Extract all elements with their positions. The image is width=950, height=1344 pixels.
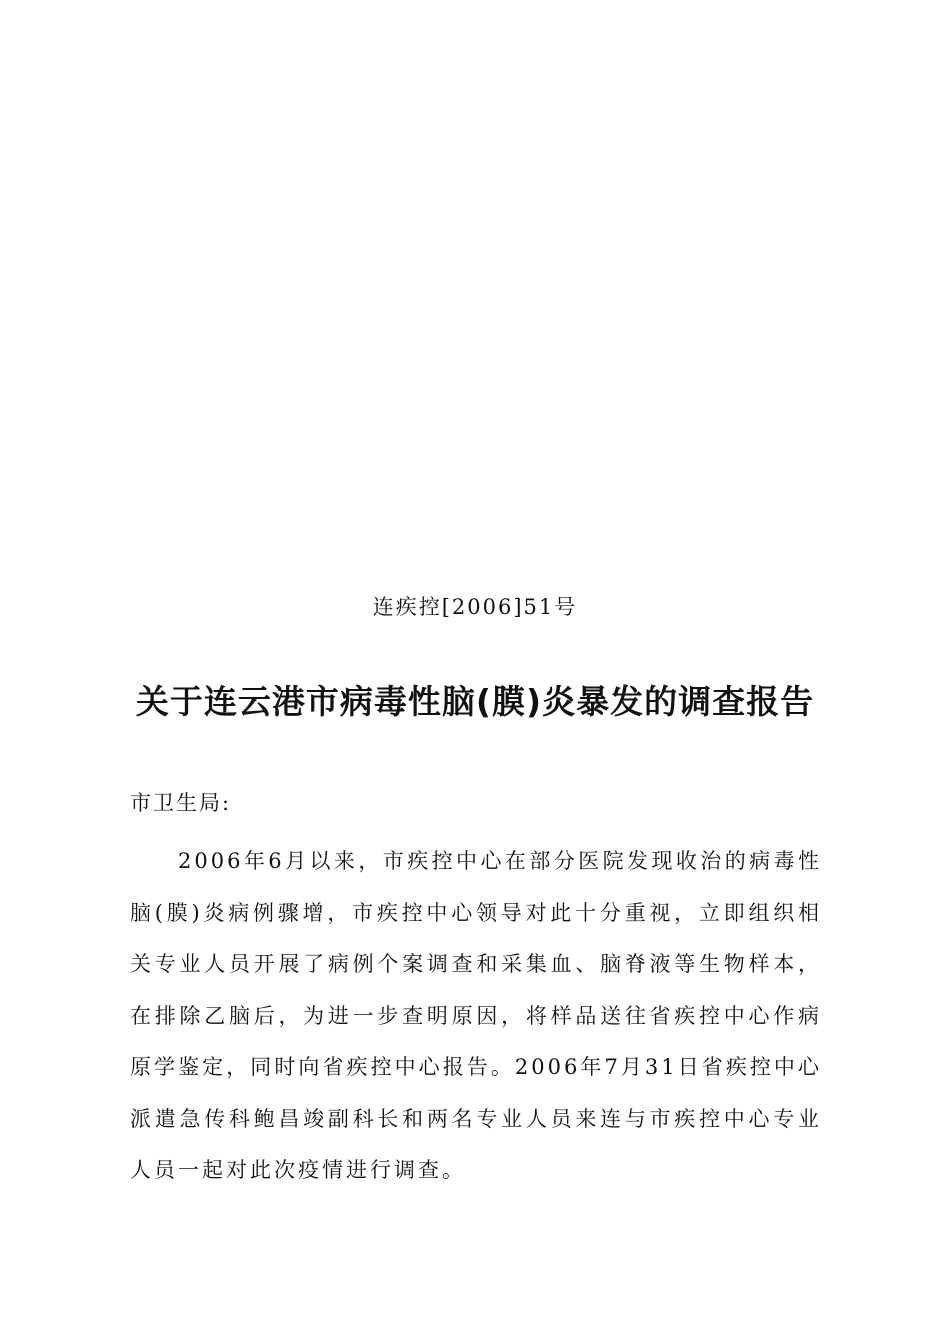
document-number: 连疾控[2006]51号 xyxy=(372,595,578,619)
body-paragraph: 2006年6月以来，市疾控中心在部分医院发现收治的病毒性脑(膜)炎病例骤增，市疾控中心领导对此十分重视，立即组织相关专业人员开展了病例个案调查和采集血、脑脊液等生物样本，在排除乙脑后，为进一步查明原因，将样品送往省疾控中心作病原学鉴定，同时向省疾控中心报告。2006年7月31日省疾控中心派遣急传科鲍昌竣副科长和两名专业人员来连与市疾控中心专业人员一起对此次疫情进行调查。 xyxy=(130,849,822,1182)
document-title: 关于连云港市病毒性脑(膜)炎暴发的调查报告 xyxy=(135,682,815,721)
salutation: 市卫生局: xyxy=(130,791,232,815)
